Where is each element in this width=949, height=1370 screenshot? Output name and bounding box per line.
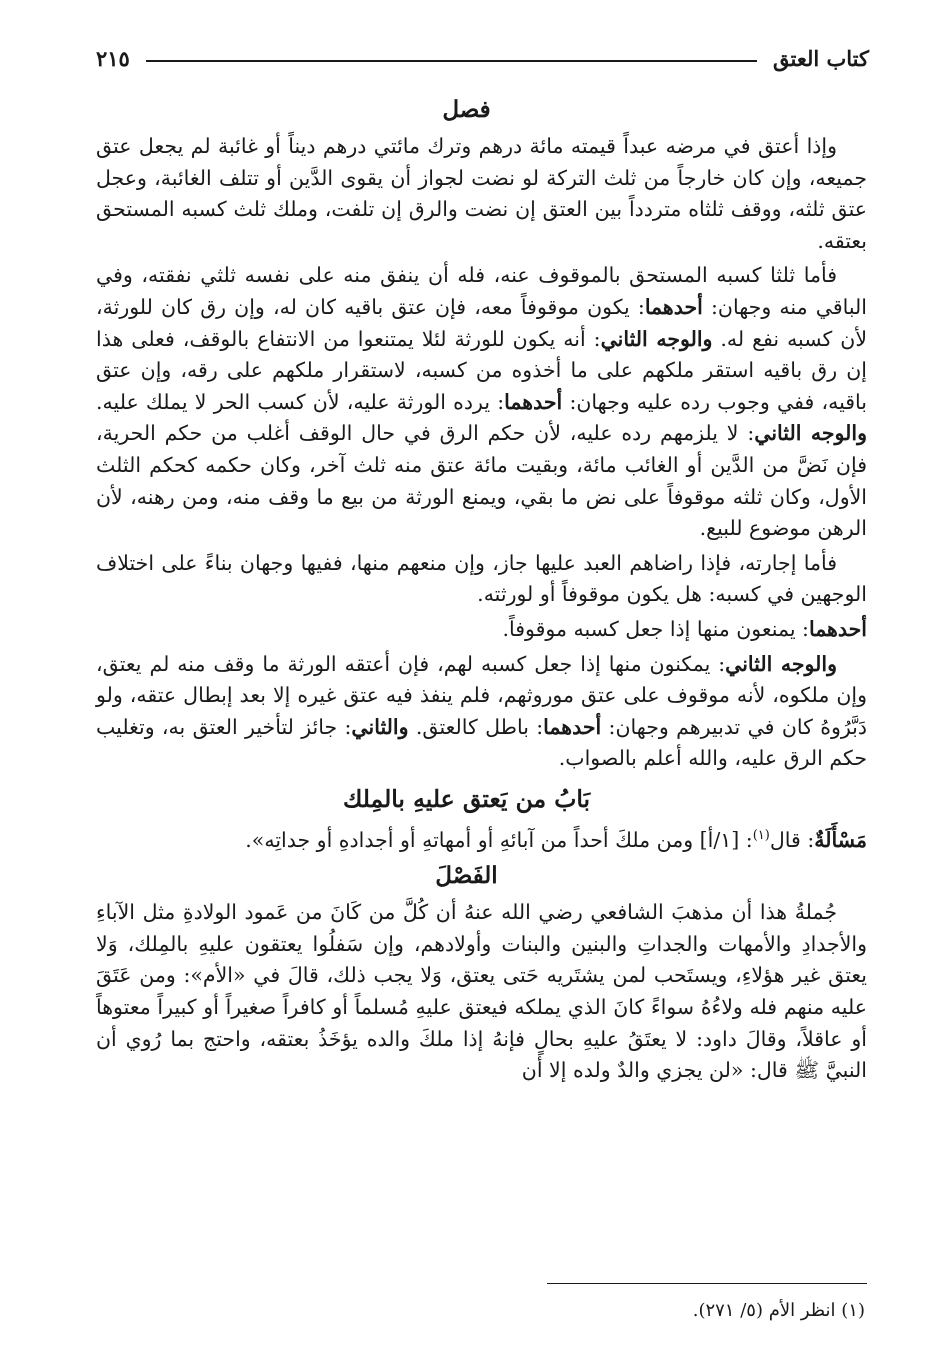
masala-paragraph xyxy=(96,820,867,856)
masala-label: مَسْأَلَةٌ xyxy=(814,827,867,852)
text: : يكون موقوفاً معه، فإن عتق باقيه كان له، وإن رق كان للورثة، لأن كسبه نفع له. xyxy=(96,294,868,351)
text: : باطل كالعتق. xyxy=(408,714,544,739)
text: فأما ثلثا كسبه المستحق بالموقوف عنه، فله أن ينفق منه على نفسه ثلثي نفقته، وفي الباقي منه وجهان: xyxy=(96,263,867,319)
fasl-heading: الفَصْلَ xyxy=(435,862,498,890)
paragraph xyxy=(96,649,867,775)
bold-term: والوجه الثاني xyxy=(600,326,713,351)
paragraph xyxy=(96,260,867,544)
paragraph xyxy=(96,614,867,646)
book-title: كتاب العتق xyxy=(772,45,869,71)
bold-term: أحدهما xyxy=(543,714,602,739)
section-heading: فصل xyxy=(442,96,491,123)
footnote-rule xyxy=(547,1283,867,1284)
bold-term: أحدهما xyxy=(644,294,703,319)
running-header xyxy=(96,38,869,78)
text: : لا يلزمهم رده عليه، لأن حكم الرق في حال الوقف أغلب من حكم الحرية، فإن نَضَّ من الدَّين أو الغائب مائة، وبقيت مائة عتق منه ثلث آخر، وكان حكمه كحكم الثلث الأول، وكان ثلثه موقوفاً على نض ما بقي، ويمنع الورثة من بيع ما وقف منه، ومن رهنه، لأن الرهن موضوع للبيع. xyxy=(96,421,867,541)
text: : [١/أ] ومن ملكَ أحداً من آبائهِ أو أمهاتهِ أو أجدادهِ أو جداتِه». xyxy=(245,827,753,852)
page-number: ٢١٥ xyxy=(96,45,130,71)
header-rule xyxy=(146,60,757,62)
footnote: (١) انظر الأم (٥/ ٢٧١). xyxy=(692,1300,865,1321)
bold-term: والوجه الثاني xyxy=(754,421,867,446)
paragraph: فأما إجارته، فإذا راضاهم العبد عليها جاز، وإن منعهم منها، ففيها وجهان بناءً على اختلاف الوجهين في كسبه: هل يكون موقوفاً أو لورثته. xyxy=(96,550,867,607)
bold-term: والثاني xyxy=(351,714,409,739)
text: : أنه يكون للورثة لئلا يمتنعوا من الانتفاع بالوقف، فعلى هذا إن رق باقيه استقر ملكهم على ما أخذوه من كسبه، لاستقرار ملكهم على رقه، وإن عتق باقيه، ففي وجوب رده عليه وجهان: xyxy=(96,326,868,414)
paragraph: وإذا أعتق في مرضه عبداً قيمته مائة درهم وترك مائتي درهم ديناً أو غائبة لم يجعل عتق جميعه، وإن كان خارجاً من ثلث التركة لو نضت لجواز أن يقوى الدَّين أو تتلف الغائبة، وعجل عتق ثلثه، ووقف ثلثاه متردداً بين العتق إن نضت والرق إن تلفت، وملك ثلث كسبه المستحق بعتقه. xyxy=(96,134,867,253)
text: : يرده الورثة عليه، لأن كسب الحر لا يملك عليه. xyxy=(96,389,505,414)
bold-term: أحدهما xyxy=(808,616,867,641)
text: : جائز لتأخير العتق به، وتغليب حكم الرق عليه، والله أعلم بالصواب. xyxy=(96,714,867,771)
text: : قال xyxy=(769,827,815,852)
text: : يمنعون منها إذا جعل كسبه موقوفاً. xyxy=(502,616,809,641)
paragraph: جُملةُ هذا أن مذهبَ الشافعي رضي الله عنهُ أن كُلَّ من كَانَ من عَمود الولادةِ مثل الآباءِ والأجدادِ والأمهات والجداتِ والبنين والبنات وأولادهم، وإن سَفلُوا يعتقون عليهِ بالمِلك، وَلا يعتق غير هؤلاءِ، ويستَحب لمن يشتَريه حَتى يعتق، وَلا يجب ذلك، قالَ في «الأم»: ومن عَتَقَ عليه منهم فله ولاءُهُ سواءً كانَ الذي يملكه فيعتق عليهِ مُسلماً أو كافراً صغيراً أو كبيراً معتوهاً أو عاقلاً، وقالَ داود: لا يعتَقُ عليهِ بحالٍ فإنهُ إذا ملكَ والده يؤخَذُ بعتقه، واحتج بما رُوي أن النبيَّ ﷺ قال: «لن يجزي والدٌ ولده إلا أن xyxy=(96,900,867,1083)
bold-term: والوجه الثاني xyxy=(725,651,837,676)
text: : يمكنون منها إذا جعل كسبه لهم، فإن أعتقه الورثة ما وقف منه لم يعتق، وإن ملكوه، لأنه موقوف على عتق موروثهم، فلم ينفذ فيه عتق غيره إلا بعد إبطال عتقه، ولو دَبَّرُوهُ كان في تدبيرهم وجهان: xyxy=(96,651,868,739)
page-body xyxy=(96,92,867,1087)
chapter-heading: بَابُ من يَعتق عليهِ بالمِلك xyxy=(342,784,591,813)
bold-term: أحدهما xyxy=(504,389,563,414)
footnote-ref: (١) xyxy=(752,827,770,843)
